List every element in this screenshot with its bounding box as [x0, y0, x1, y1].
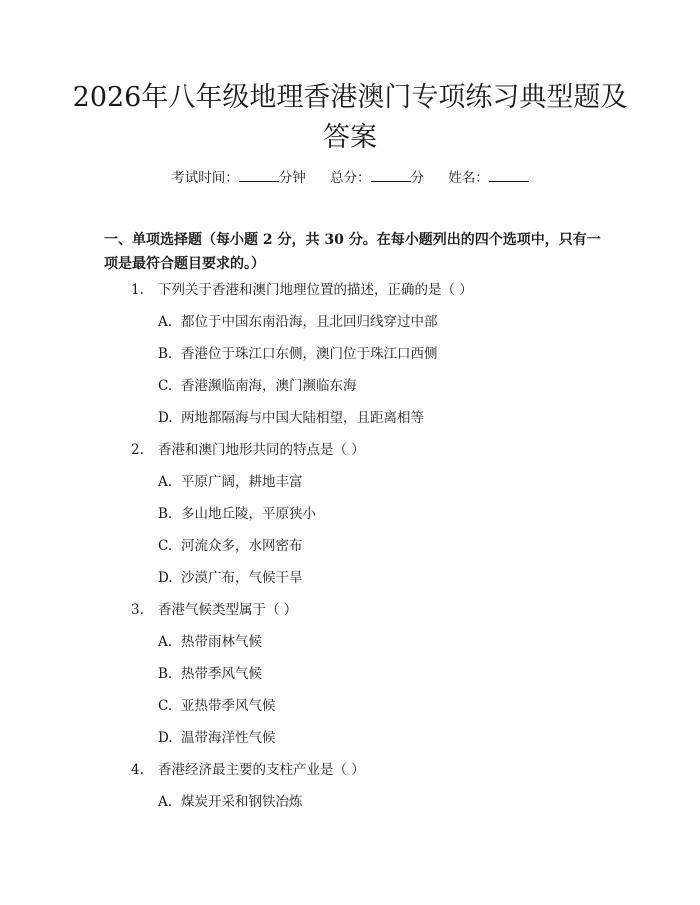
option-letter: B.: [158, 346, 173, 362]
option-text: 河流众多，水网密布: [181, 538, 303, 554]
option-letter: A.: [158, 794, 173, 810]
option-text: 多山地丘陵，平原狭小: [181, 506, 316, 522]
document-title: 2026年八年级地理香港澳门专项练习典型题及答案: [72, 82, 628, 153]
option-letter: A.: [158, 634, 173, 650]
question-number: 1.: [131, 282, 144, 298]
option-letter: B.: [158, 506, 173, 522]
option-item: [0, 470, 700, 502]
option-item: [0, 310, 700, 342]
option-letter: A.: [158, 474, 173, 490]
option-item: [0, 566, 700, 598]
option-item: [0, 502, 700, 534]
question-text: 香港气候类型属于（ ）: [158, 602, 298, 618]
option-item: [0, 342, 700, 374]
question-text: 香港和澳门地形共同的特点是（ ）: [158, 442, 365, 458]
option-text: 两地都隔海与中国大陆相望，且距离相等: [181, 410, 424, 426]
student-name: [448, 168, 529, 188]
option-text: 香港濒临南海，澳门濒临东海: [181, 378, 357, 394]
option-item: [0, 694, 700, 726]
question-item: [0, 278, 700, 438]
question-text: 下列关于香港和澳门地理位置的描述，正确的是（ ）: [158, 282, 473, 298]
option-letter: C.: [158, 698, 173, 714]
total-score: [330, 168, 424, 188]
option-letter: D.: [158, 730, 173, 746]
option-item: [0, 630, 700, 662]
option-text: 热带季风气候: [181, 666, 262, 682]
option-text: 平原广阔，耕地丰富: [181, 474, 303, 490]
exam-time-blank: [239, 168, 279, 182]
option-text: 都位于中国东南沿海，且北回归线穿过中部: [181, 314, 438, 330]
option-text: 香港位于珠江口东侧，澳门位于珠江口西侧: [181, 346, 438, 362]
option-letter: C.: [158, 378, 173, 394]
exam-time: [171, 168, 306, 188]
option-letter: A.: [158, 314, 173, 330]
option-item: [0, 374, 700, 406]
question-number: 4.: [131, 762, 144, 778]
option-item: [0, 534, 700, 566]
option-text: 热带雨林气候: [181, 634, 262, 650]
question-number: 3.: [131, 602, 144, 618]
question-stem: [0, 598, 700, 630]
option-text: 煤炭开采和钢铁冶炼: [181, 794, 303, 810]
option-text: 温带海洋性气候: [181, 730, 276, 746]
question-number: 2.: [131, 442, 144, 458]
option-letter: D.: [158, 570, 173, 586]
total-score-unit: 分: [410, 170, 424, 186]
question-item: [0, 598, 700, 758]
option-item: [0, 790, 700, 822]
student-name-label: 姓名：: [448, 170, 489, 186]
exam-meta: [0, 168, 700, 188]
question-item: [0, 438, 700, 598]
question-item: [0, 758, 700, 822]
option-item: [0, 726, 700, 758]
total-score-blank: [371, 168, 411, 182]
option-item: [0, 662, 700, 694]
exam-time-unit: 分钟: [278, 170, 306, 186]
option-letter: D.: [158, 410, 173, 426]
exam-time-label: 考试时间：: [171, 170, 239, 186]
question-text: 香港经济最主要的支柱产业是（ ）: [158, 762, 365, 778]
question-stem: [0, 758, 700, 790]
question-stem: [0, 278, 700, 310]
option-text: 亚热带季风气候: [181, 698, 276, 714]
option-letter: C.: [158, 538, 173, 554]
question-stem: [0, 438, 700, 470]
section-heading: 一、单项选择题（每小题 2 分，共 30 分。在每小题列出的四个选项中，只有一项是最符合题目要求的。）: [104, 232, 601, 272]
total-score-label: 总分：: [330, 170, 371, 186]
option-text: 沙漠广布，气候干旱: [181, 570, 303, 586]
question-list: [0, 278, 700, 822]
option-letter: B.: [158, 666, 173, 682]
option-item: [0, 406, 700, 438]
student-name-blank: [489, 168, 529, 182]
